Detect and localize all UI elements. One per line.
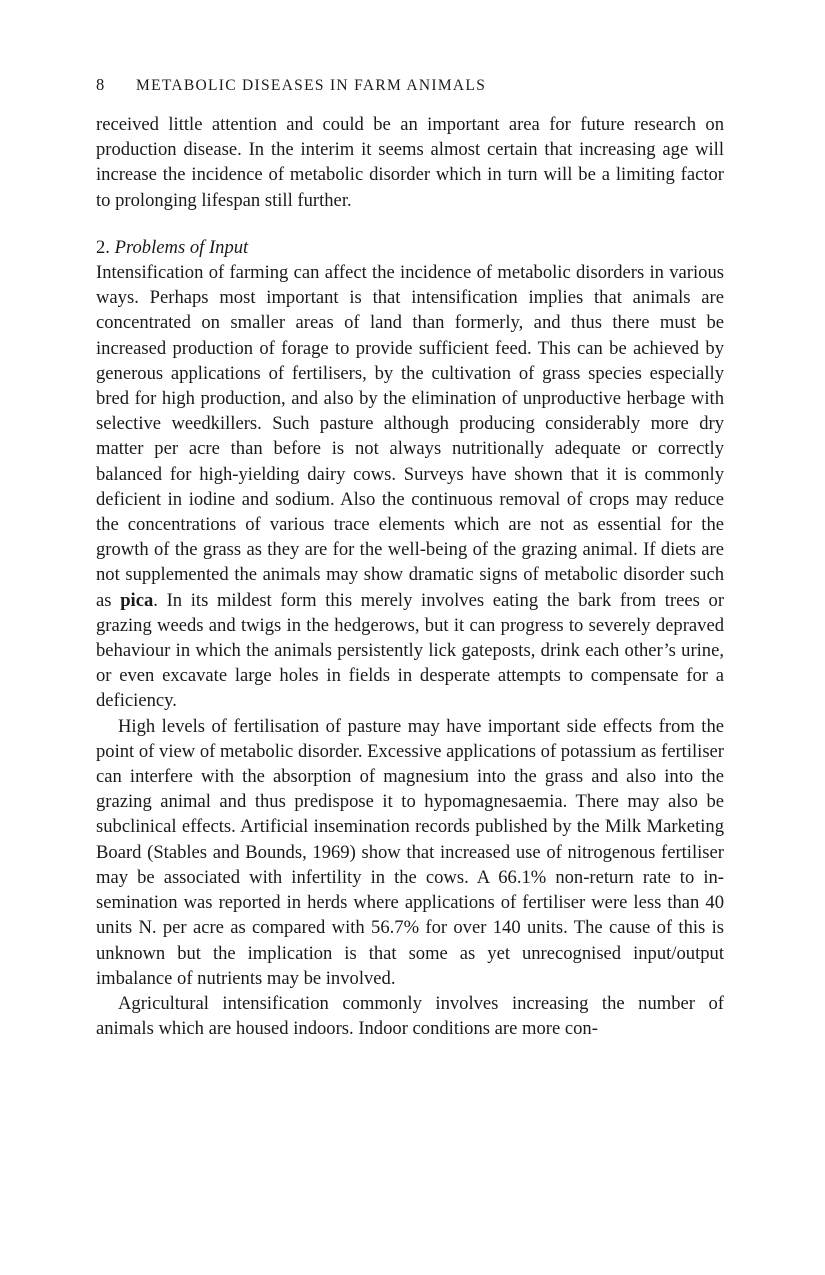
paragraph-fertilisation: High levels of fertilisation of pasture may have important side effects from the point of view of metabolic disorder. Excessive applications of potassium as fertiliser can interfere with the absorption of magnesium into the grass and also into the grazing animal and thus predispose it to hypomagnesaemia. There may also be subclinical effects. Artificial insemination records published by the Milk Marketing Board (Stables and Bounds, 1969) show that increased use of nitrogenous fertiliser may be associated with infertility in the cows. A 66.1% non-return rate to insemination was reported in herds where applications of fertiliser were less than 40 units N. per acre as compared with 56.7% for over 140 units. The cause of this is unknown but the implication is that some as yet unrecognised input/output imbalance of nutrients may be involved. — [96, 715, 724, 989]
running-head — [96, 72, 724, 98]
section-heading — [96, 235, 724, 260]
section-title: Problems of Input — [114, 236, 249, 258]
paragraph-continuation: received little attention and could be an important area for future research on production disease. In the interim it seems almost certain that increasing age will increase the incidence of metabolic disorder which in turn will be a limiting factor to prolonging lifespan still further. — [96, 114, 724, 211]
book-page — [96, 72, 724, 1041]
paragraph-text: . In its mildest form this merely involves eating the bark from trees or grazing weeds and twigs in the hedgerows, but it can progress to severely depraved behaviour in which the animals persistently lick gateposts, drink each other’s urine, or even excavate large holes in fields in desperate attempts to compensate for a deficiency. — [96, 589, 725, 712]
page-number: 8 — [96, 75, 105, 94]
paragraph-intensification — [96, 260, 724, 714]
running-title: METABOLIC DISEASES IN FARM ANIMALS — [136, 77, 487, 94]
paragraph-text: Intensification of farming can affect the incidence of metabolic disorders in various ways. Perhaps most important is that intensification implies that animals are concentrated on smaller areas of land than formerly, and thus there must be increased production of forage to provide sufficient feed. This can be achieved by generous applications of fertilisers, by the cultivation of grass species especially bred for high production, and also by the elimination of unproductive herbage with selective weedkillers. Such pasture although producing considerably more dry matter per acre than before is not always nutritionally adequate or correctly balanced for high-yielding dairy cows. Surveys have shown that it is commonly deficient in iodine and sodium. Also the continuous removal of crops may reduce the concentrations of various trace elements which are not as essential for the growth of the grass as they are for the well-being of the grazing animal. If diets are not supplemented the animals may show dramatic signs of metabolic disorder such as — [96, 262, 724, 611]
paragraph-housing: Agricultural intensification commonly involves increasing the number of animals which are housed indoors. Indoor conditions are more con- — [96, 992, 724, 1040]
bold-term-pica: pica — [120, 589, 154, 611]
section-number: 2. — [96, 236, 110, 258]
